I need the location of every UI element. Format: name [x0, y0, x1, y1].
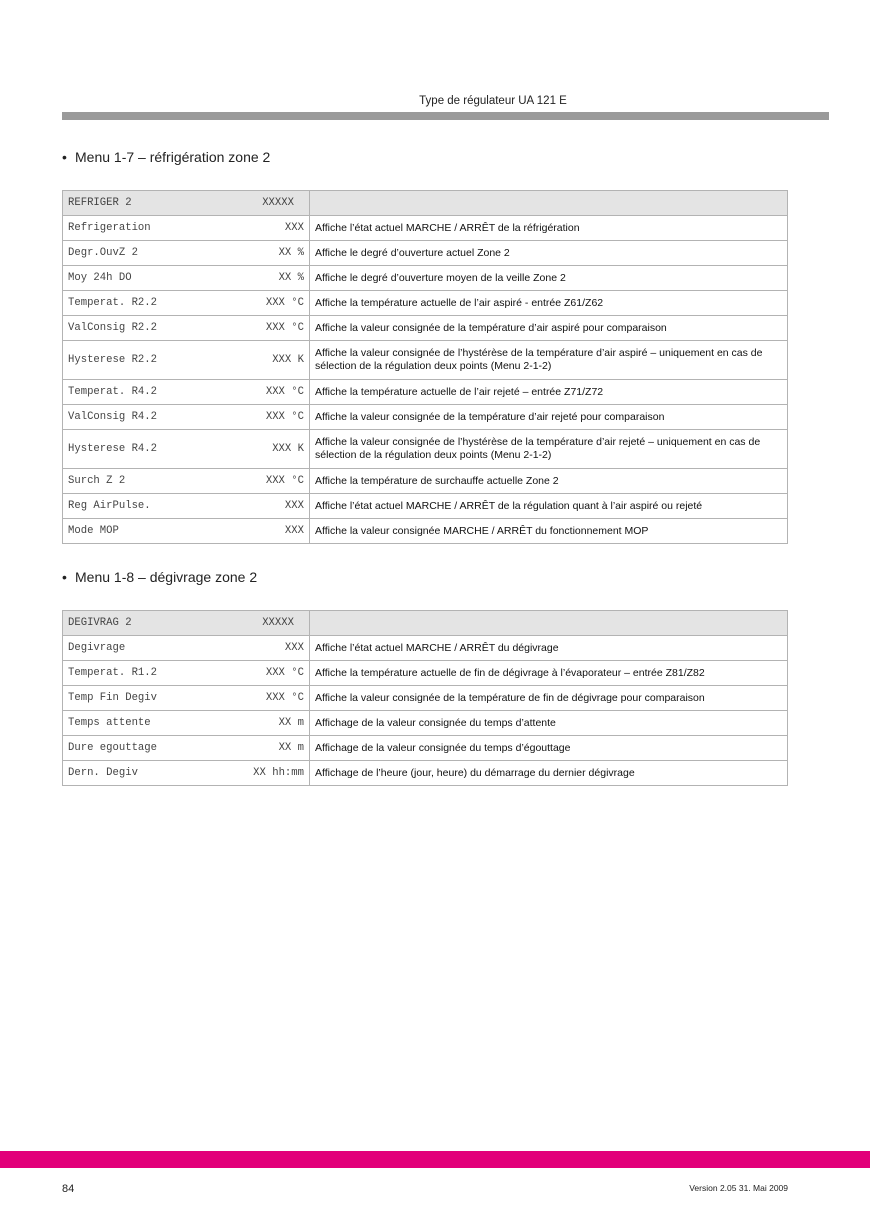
description-cell: Affiche la température actuelle de l’air rejeté – entrée Z71/Z72	[310, 380, 788, 405]
description-cell	[310, 611, 788, 636]
version-info: Version 2.05 31. Mai 2009	[689, 1183, 788, 1193]
parameter-cell	[63, 711, 310, 736]
table-row	[63, 494, 788, 519]
parameter-value: XXX °C	[265, 475, 304, 487]
section-heading-menu-1-7	[62, 149, 270, 165]
table-row	[63, 519, 788, 544]
description-cell: Affiche la température actuelle de l’air aspiré - entrée Z61/Z62	[310, 291, 788, 316]
parameter-name: Surch Z 2	[68, 475, 126, 487]
bullet-icon: •	[62, 569, 67, 585]
parameter-value: XXX °C	[265, 297, 304, 309]
parameter-name: Hysterese R2.2	[68, 354, 158, 366]
parameter-cell	[63, 469, 310, 494]
parameter-cell	[63, 241, 310, 266]
parameter-name: ValConsig R4.2	[68, 411, 158, 423]
description-cell: Affiche l’état actuel MARCHE / ARRÊT de la réfrigération	[310, 216, 788, 241]
table-row	[63, 430, 788, 469]
parameter-value: XX hh:mm	[253, 767, 304, 779]
description-cell: Affiche la valeur consignée de l’hystérèse de la température d’air rejeté – uniquement en cas de sélection de la régulation deux points (Menu 2-1-2)	[310, 430, 788, 469]
parameter-cell	[63, 611, 310, 636]
parameter-name: Dure egouttage	[68, 742, 158, 754]
description-cell: Affiche la température actuelle de fin de dégivrage à l’évaporateur – entrée Z81/Z82	[310, 661, 788, 686]
description-cell	[310, 191, 788, 216]
parameter-name: Hysterese R4.2	[68, 443, 158, 455]
parameter-value: XX %	[278, 272, 304, 284]
description-cell: Affiche le degré d’ouverture moyen de la veille Zone 2	[310, 266, 788, 291]
parameter-name: Degivrage	[68, 642, 126, 654]
parameter-cell	[63, 430, 310, 469]
parameter-cell	[63, 291, 310, 316]
parameter-value: XXX °C	[265, 386, 304, 398]
parameter-cell	[63, 380, 310, 405]
description-cell: Affiche l’état actuel MARCHE / ARRÊT de la régulation quant à l’air aspiré ou rejeté	[310, 494, 788, 519]
footer-accent-bar	[0, 1151, 870, 1168]
description-cell: Affiche la température de surchauffe actuelle Zone 2	[310, 469, 788, 494]
parameter-value: XXXXX	[262, 197, 294, 209]
description-cell: Affiche la valeur consignée de la température d’air aspiré pour comparaison	[310, 316, 788, 341]
parameter-value: XX %	[278, 247, 304, 259]
page-number: 84	[62, 1183, 75, 1195]
table-row	[63, 761, 788, 786]
table-row	[63, 241, 788, 266]
parameter-name: DEGIVRAG 2	[68, 617, 132, 629]
parameter-cell	[63, 494, 310, 519]
description-cell: Affiche le degré d’ouverture actuel Zone 2	[310, 241, 788, 266]
table-row	[63, 686, 788, 711]
table-header-row	[63, 191, 788, 216]
parameter-cell	[63, 341, 310, 380]
parameter-name: REFRIGER 2	[68, 197, 132, 209]
table-row	[63, 405, 788, 430]
bullet-icon: •	[62, 149, 67, 165]
table-row	[63, 266, 788, 291]
parameter-value: XXXXX	[262, 617, 294, 629]
table-row	[63, 316, 788, 341]
parameter-name: Temperat. R4.2	[68, 386, 158, 398]
parameter-cell	[63, 316, 310, 341]
parameter-value: XX m	[278, 742, 304, 754]
header-rule	[62, 112, 829, 120]
parameter-cell	[63, 636, 310, 661]
section-heading-menu-1-8	[62, 569, 257, 585]
parameter-value: XXX °C	[265, 667, 304, 679]
parameter-value: XX m	[278, 717, 304, 729]
table-row	[63, 216, 788, 241]
parameter-cell	[63, 266, 310, 291]
parameter-name: Mode MOP	[68, 525, 119, 537]
description-cell: Affiche la valeur consignée de l’hystérèse de la température d’air aspiré – uniquement en cas de sélection de la régulation deux points (Menu 2-1-2)	[310, 341, 788, 380]
parameter-value: XXX °C	[265, 411, 304, 423]
description-cell: Affichage de la valeur consignée du temps d’égouttage	[310, 736, 788, 761]
parameter-name: Dern. Degiv	[68, 767, 138, 779]
parameter-value: XXX	[284, 500, 304, 512]
parameter-name: Temps attente	[68, 717, 151, 729]
description-cell: Affiche la valeur consignée de la température de fin de dégivrage pour comparaison	[310, 686, 788, 711]
table-row	[63, 711, 788, 736]
table-row	[63, 736, 788, 761]
parameter-value: XXX °C	[265, 692, 304, 704]
parameter-value: XXX	[284, 525, 304, 537]
parameter-name: Degr.OuvZ 2	[68, 247, 138, 259]
description-cell: Affiche la valeur consignée MARCHE / ARRÊT du fonctionnement MOP	[310, 519, 788, 544]
table-row	[63, 469, 788, 494]
parameter-cell	[63, 216, 310, 241]
parameter-name: Temperat. R2.2	[68, 297, 158, 309]
parameter-cell	[63, 736, 310, 761]
parameter-name: Temp Fin Degiv	[68, 692, 158, 704]
parameter-name: ValConsig R2.2	[68, 322, 158, 334]
description-cell: Affichage de l’heure (jour, heure) du démarrage du dernier dégivrage	[310, 761, 788, 786]
parameter-name: Refrigeration	[68, 222, 151, 234]
parameter-value: XXX °C	[265, 322, 304, 334]
menu-1-7-table	[62, 190, 788, 544]
table-header-row	[63, 611, 788, 636]
parameter-value: XXX K	[272, 354, 304, 366]
parameter-cell	[63, 405, 310, 430]
parameter-cell	[63, 761, 310, 786]
parameter-cell	[63, 661, 310, 686]
description-cell: Affichage de la valeur consignée du temps d’attente	[310, 711, 788, 736]
parameter-value: XXX	[284, 642, 304, 654]
menu-1-8-table	[62, 610, 788, 786]
parameter-name: Moy 24h DO	[68, 272, 132, 284]
document-header-title: Type de régulateur UA 121 E	[419, 95, 567, 107]
description-cell: Affiche l’état actuel MARCHE / ARRÊT du dégivrage	[310, 636, 788, 661]
table-row	[63, 291, 788, 316]
table-row	[63, 661, 788, 686]
section-heading-text: Menu 1-8 – dégivrage zone 2	[75, 569, 258, 585]
parameter-cell	[63, 686, 310, 711]
section-heading-text: Menu 1-7 – réfrigération zone 2	[75, 149, 271, 165]
parameter-cell	[63, 191, 310, 216]
parameter-name: Reg AirPulse.	[68, 500, 151, 512]
table-row	[63, 636, 788, 661]
parameter-value: XXX K	[272, 443, 304, 455]
table-row	[63, 341, 788, 380]
table-row	[63, 380, 788, 405]
parameter-value: XXX	[284, 222, 304, 234]
parameter-cell	[63, 519, 310, 544]
description-cell: Affiche la valeur consignée de la température d’air rejeté pour comparaison	[310, 405, 788, 430]
parameter-name: Temperat. R1.2	[68, 667, 158, 679]
